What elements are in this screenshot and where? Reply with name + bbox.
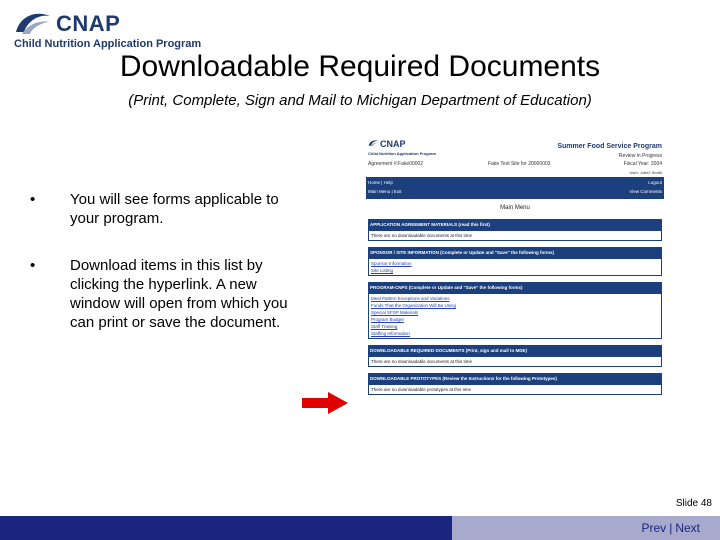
footer-separator: | — [669, 521, 673, 535]
logo-subtitle: Child Nutrition Application Program — [14, 38, 202, 50]
screenshot-section-text: There are no downloadable prototypes at this time — [371, 387, 472, 392]
screenshot-section-link[interactable]: Program Budget — [371, 317, 404, 322]
bullet-text: You will see forms applicable to your program. — [70, 191, 279, 227]
screenshot-section-link[interactable]: Staff Training — [371, 324, 398, 329]
screenshot-nav-logout: Logout — [648, 180, 662, 185]
screenshot-header — [366, 137, 664, 177]
screenshot-logo-subtitle: Child Nutrition Application Program — [368, 151, 437, 156]
slide-number: Slide 48 — [675, 498, 712, 509]
screenshot-section-body — [368, 357, 662, 367]
screenshot-section-body — [368, 231, 662, 241]
cnap-screenshot — [366, 137, 664, 451]
screenshot-site: Fake Test Site for 20000003 — [488, 161, 551, 167]
screenshot-section-header: SPONSOR / SITE INFORMATION (Complete or Update and "Save" the following forms) — [368, 247, 662, 259]
screenshot-section-link[interactable]: Sponsor Information — [371, 261, 412, 266]
screenshot-fiscal-year: Fiscal Year: 2004 — [623, 161, 662, 167]
bullet-dot: • — [30, 191, 36, 208]
screenshot-section-header: DOWNLOADABLE PROTOTYPES (Review the Instructions for the following Prototypes) — [368, 373, 662, 385]
screenshot-section — [368, 219, 662, 241]
screenshot-section-header: PROGRAM-CNPS (Complete or Update and "Save" the following forms) — [368, 282, 662, 294]
logo-name: CNAP — [56, 11, 121, 36]
screenshot-section-link[interactable]: Meal Pattern Exceptions and Variations — [371, 296, 450, 301]
bullet-item — [30, 256, 310, 332]
footer-nav — [642, 521, 701, 535]
screenshot-user: User: Jolie2 Smith — [629, 170, 662, 175]
slide-title: Downloadable Required Documents — [119, 50, 601, 83]
slide-subtitle: (Print, Complete, Sign and Mail to Michigan Department of Education) — [128, 92, 592, 109]
screenshot-section-link[interactable]: Funds That the Organization Will Be Using — [371, 303, 456, 308]
screenshot-section-header: APPLICATION AGREEMENT MATERIALS (read this first) — [368, 219, 662, 231]
right-arrow-icon — [302, 392, 348, 414]
screenshot-logo-name: CNAP — [380, 139, 406, 149]
screenshot-review-status: Review in Progress — [618, 153, 662, 159]
screenshot-section-text: There are no downloadable documents at this time — [371, 233, 473, 238]
bullet-list — [30, 190, 310, 360]
screenshot-nav-main-menu: Main Menu | Exit — [368, 189, 402, 194]
screenshot-section — [368, 345, 662, 367]
screenshot-section — [368, 282, 662, 339]
screenshot-section-body — [368, 259, 662, 276]
screenshot-nav-home-help: Home | Help — [368, 180, 393, 185]
footer-nav-panel — [452, 516, 720, 540]
screenshot-section-link[interactable]: Site Listing — [371, 268, 394, 273]
bullet-item — [30, 190, 310, 228]
bullet-text: Download items in this list by clicking the hyperlink. A new window will open from which you can print or save the document. — [70, 257, 288, 331]
prev-link[interactable]: Prev — [641, 521, 667, 535]
screenshot-section-header: DOWNLOADABLE REQUIRED DOCUMENTS (Print, sign and mail to MDE) — [368, 345, 662, 357]
screenshot-logo-icon — [368, 139, 379, 147]
cnap-logo — [12, 8, 222, 52]
screenshot-section-body — [368, 294, 662, 339]
bullet-dot: • — [30, 257, 36, 274]
screenshot-main-menu-title: Main Menu — [500, 205, 530, 211]
next-link[interactable]: Next — [675, 521, 700, 535]
screenshot-section-link[interactable]: Staffing Information — [371, 331, 410, 336]
screenshot-nav-comments: View Comments — [629, 189, 662, 194]
footer-bar — [0, 516, 720, 540]
screenshot-section-link[interactable]: Special SFSP Materials — [371, 310, 419, 315]
screenshot-section — [368, 373, 662, 395]
screenshot-program-name: Summer Food Service Program — [557, 143, 662, 150]
cnap-logo-icon — [14, 10, 52, 36]
screenshot-section-text: There are no downloadable documents at this time — [371, 359, 473, 364]
screenshot-agreement: Agreement #:Fake00002 — [368, 161, 424, 167]
screenshot-nav-bar — [366, 177, 664, 199]
screenshot-section-body — [368, 385, 662, 395]
screenshot-section — [368, 247, 662, 276]
